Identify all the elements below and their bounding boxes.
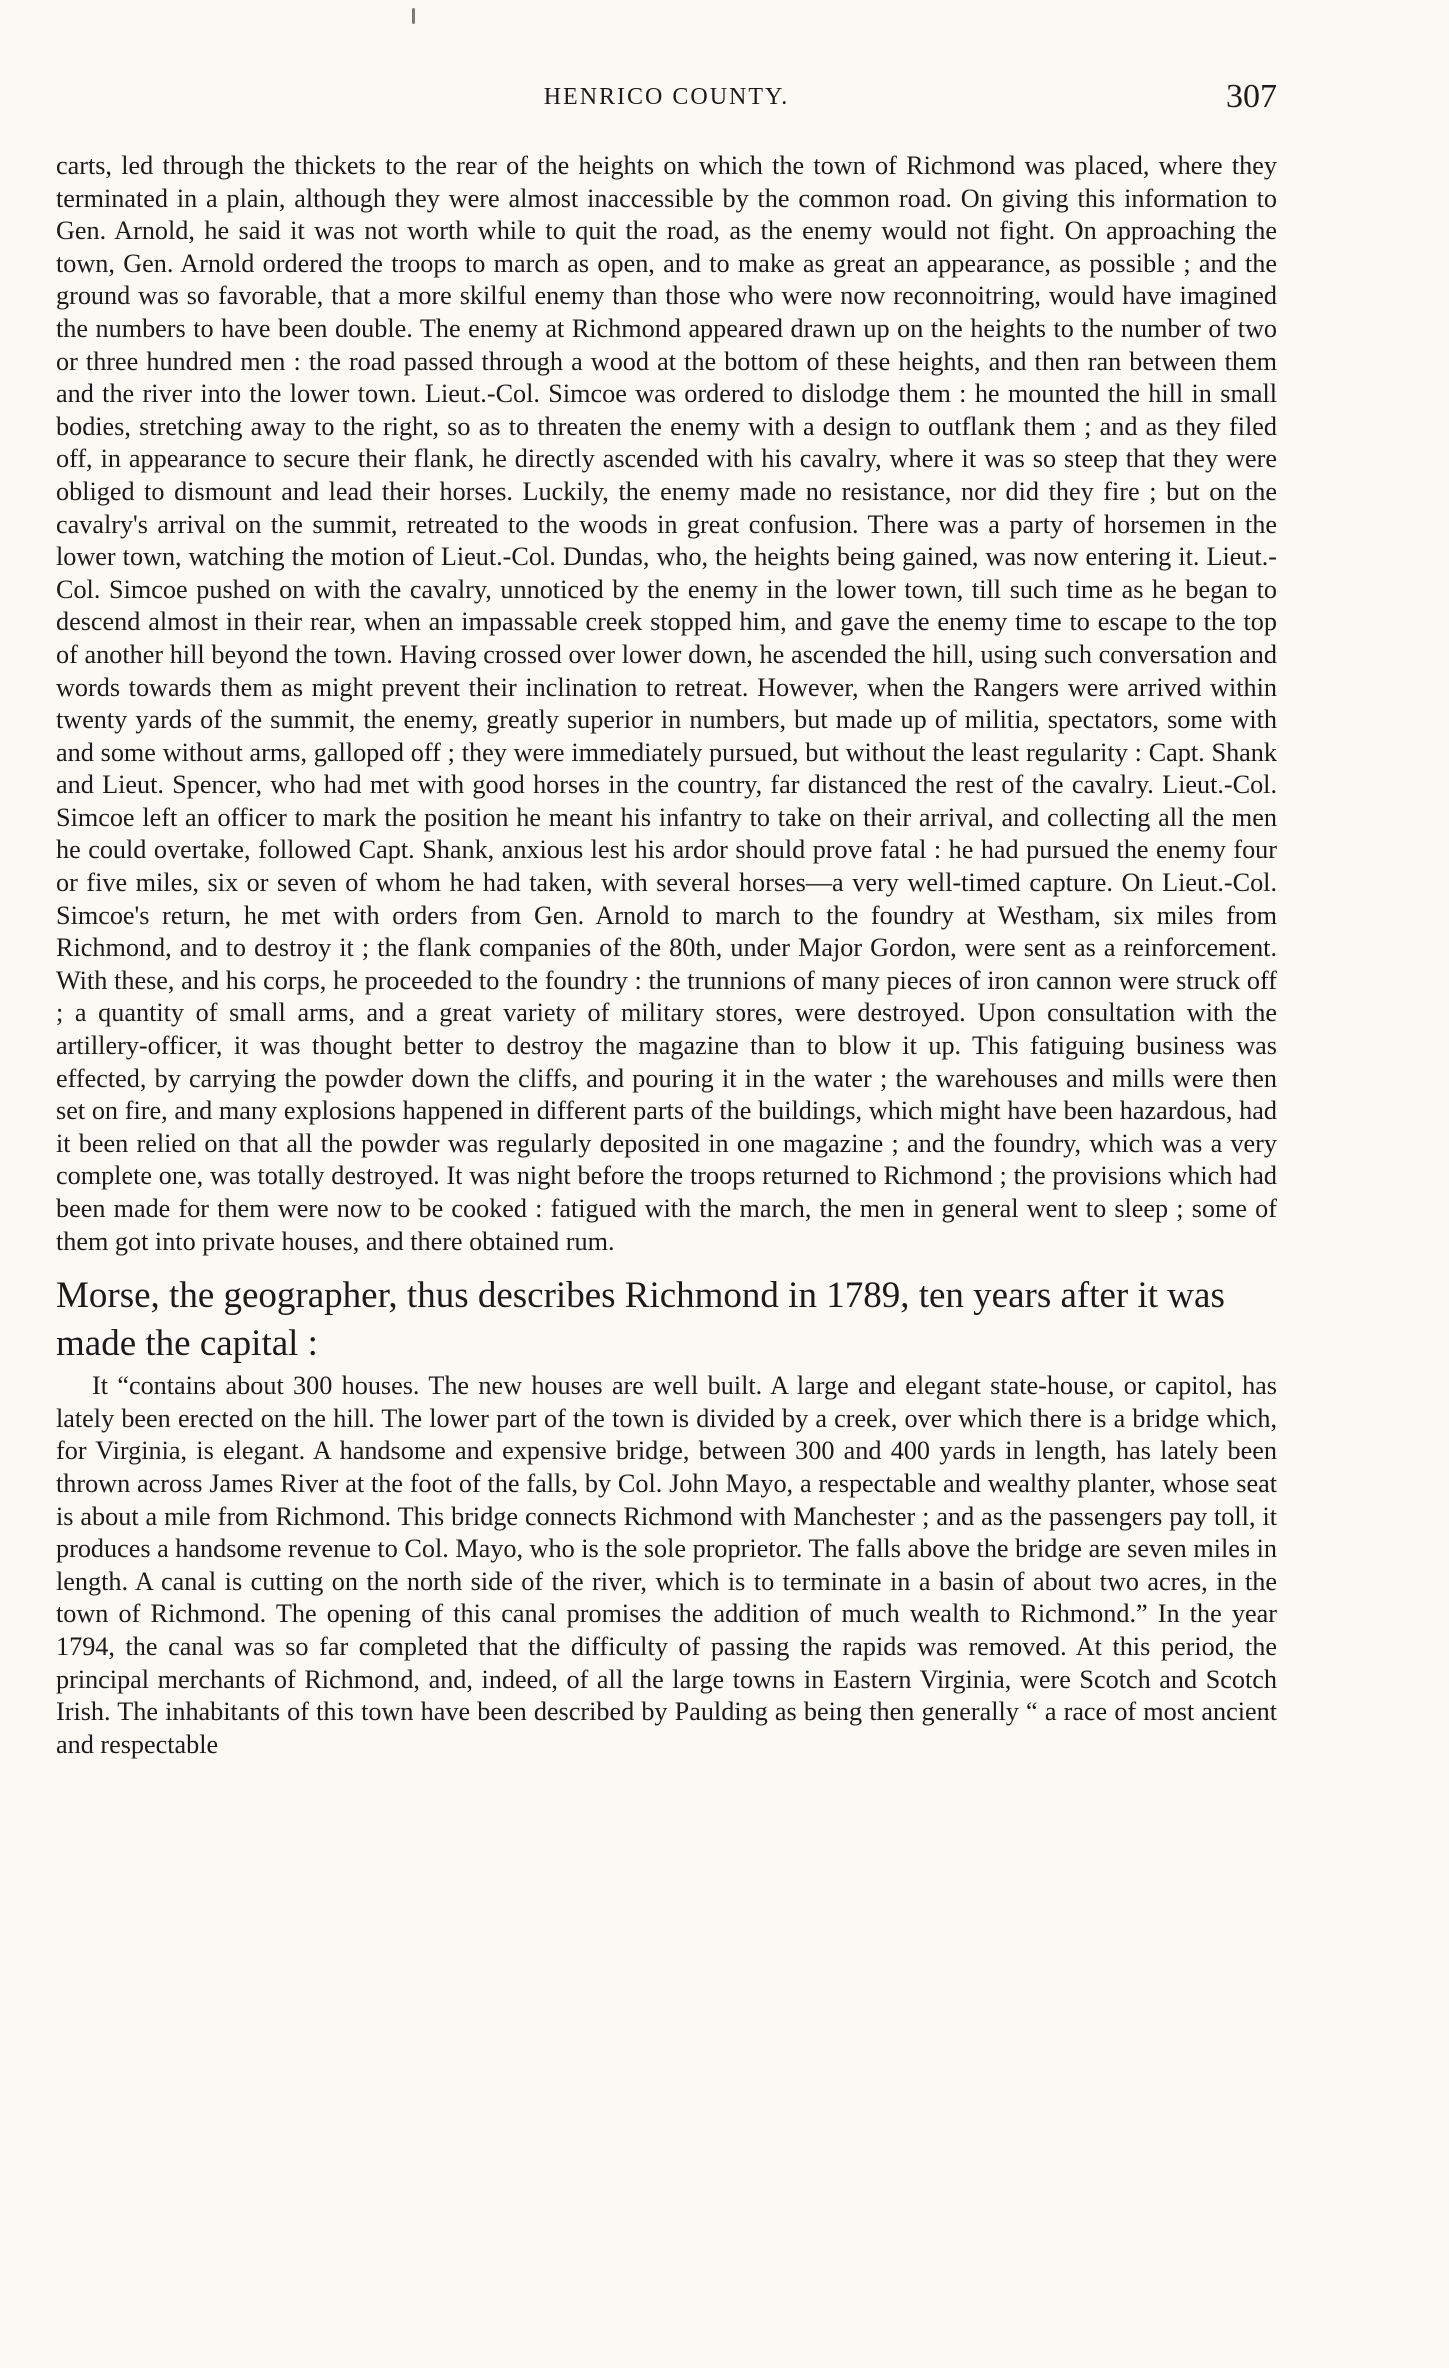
paragraph-narrative: carts, led through the thickets to the rear of the heights on which the town of Richmond was placed, where they terminated in a plain, although they were almost inaccessible by the common road. On giving this information to Gen. Arnold, he said it was not worth while to quit the road, as the enemy would not fight. On approaching the town, Gen. Arnold ordered the troops to march as open, and to make as great an appearance, as possible ; and the ground was so favorable, that a more skilful enemy than those who were now reconnoitring, would have imagined the numbers to have been double. The enemy at Richmond appeared drawn up on the heights to the number of two or three hundred men : the road passed through a wood at the bottom of these heights, and then ran between them and the river into the lower town. Lieut.-Col. Simcoe was ordered to dislodge them : he mounted the hill in small bodies, stretching away to the right, so as to threaten the enemy with a design to outflank them ; and as they filed off, in appearance to secure their flank, he directly ascended with his cavalry, where it was so steep that they were obliged to dismount and lead their horses. Luckily, the enemy made no resistance, nor did they fire ; but on the cavalry's arrival on the summit, retreated to the woods in great confusion. There was a party of horsemen in the lower town, watching the motion of Lieut.-Col. Dundas, who, the heights being gained, was now entering it. Lieut.-Col. Simcoe pushed on with the cavalry, unnoticed by the enemy in the lower town, till such time as he began to descend almost in their rear, when an impassable creek stopped him, and gave the enemy time to escape to the top of another hill beyond the town. Having crossed over lower down, he ascended the hill, using such conversation and words towards them as might prevent their inclination to retreat. However, when the Rangers were arrived within twenty yards of the summit, the enemy, greatly superior in numbers, but made up of militia, spectators, some with and some without arms, galloped off ; they were immediately pursued, but without the least regularity : Capt. Shank and Lieut. Spencer, who had met with good horses in the country, far distanced the rest of the cavalry. Lieut.-Col. Simcoe left an officer to mark the position he meant his infantry to take on their arrival, and collecting all the men he could overtake, followed Capt. Shank, anxious lest his ardor should prove fatal : he had pursued the enemy four or five miles, six or seven of whom he had taken, with several horses—a very well-timed capture. On Lieut.-Col. Simcoe's return, he met with orders from Gen. Arnold to march to the foundry at Westham, six miles from Richmond, and to destroy it ; the flank companies of the 80th, under Major Gordon, were sent as a reinforcement. With these, and his corps, he proceeded to the foundry : the trunnions of many pieces of iron cannon were struck off ; a quantity of small arms, and a great variety of military stores, were destroyed. Upon consultation with the artillery-officer, it was thought better to destroy the magazine than to blow it up. This fatiguing business was effected, by carrying the powder down the cliffs, and pouring it in the water ; the warehouses and mills were then set on fire, and many explosions happened in different parts of the buildings, which might have been hazardous, had it been relied on that all the powder was regularly deposited in one magazine ; and the foundry, which was a very complete one, was totally destroyed. It was night before the troops returned to Richmond ; the provisions which had been made for them were now to be cooked : fatigued with the march, the men in general went to sleep ; some of them got into private houses, and there obtained rum. [56,151,1277,1256]
running-head: HENRICO COUNTY. [543,84,790,110]
page-number: 307 [1226,78,1277,115]
page-header [56,78,1277,122]
ink-mark [412,8,415,24]
paragraph-morse-quote: It “contains about 300 houses. The new houses are well built. A large and elegant state-house, or capitol, has lately been erected on the hill. The lower part of the town is divided by a creek, over which there is a bridge which, for Virginia, is elegant. A handsome and expensive bridge, between 300 and 400 yards in length, has lately been thrown across James River at the foot of the falls, by Col. John Mayo, a respectable and wealthy planter, whose seat is about a mile from Richmond. This bridge connects Richmond with Manchester ; and as the passengers pay toll, it produces a handsome revenue to Col. Mayo, who is the sole proprietor. The falls above the bridge are seven miles in length. A canal is cutting on the north side of the river, which is to terminate in a basin of about two acres, in the town of Richmond. The opening of this canal promises the addition of much wealth to Richmond.” In the year 1794, the canal was so far completed that the difficulty of passing the rapids was removed. At this period, the principal merchants of Richmond, and, indeed, of all the large towns in Eastern Virginia, were Scotch and Scotch Irish. The inhabitants of this town have been described by Paulding as being then generally “ a race of most ancient and respectable [56,1371,1277,1759]
body-text [56,150,1277,1761]
section-heading: Morse, the geographer, thus describes Richmond in 1789, ten years after it was made the capital : [56,1275,1225,1365]
